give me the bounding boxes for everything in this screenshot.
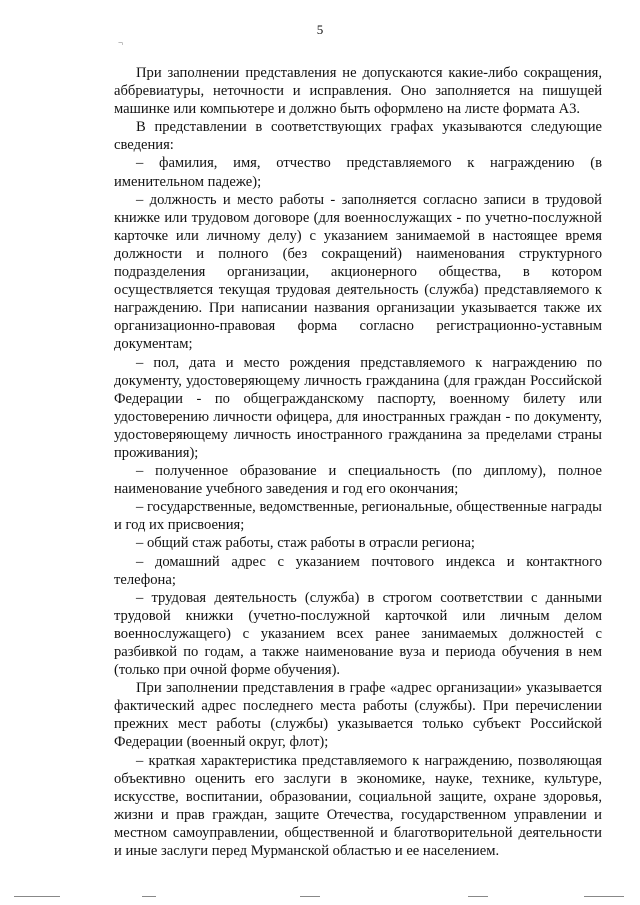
scan-mark: ¬	[118, 38, 124, 48]
scan-edge-line	[468, 896, 488, 897]
scan-edge-line	[300, 896, 320, 897]
paragraph-org-address: При заполнении представления в графе «адрес организации» указывается фактический адрес последнего места работы (службы). При перечислении прежних мест работы (службы) указывается только субъект Российской Федерации (военный округ, флот);	[114, 680, 602, 751]
paragraph-awards: – государственные, ведомственные, региональные, общественные награды и год их присвоения;	[114, 499, 602, 534]
scan-edge-line	[14, 896, 60, 897]
paragraph-position: – должность и место работы - заполняется согласно записи в трудовой книжке или трудовом договоре (для военнослужащих - по учетно-послужной карточке или личному делу) с указанием занимаемой в настоящее время должности и полного (без сокращений) наименования структурного подразделения организации, акционерного общества, в котором осуществляется текущая трудовая деятельность (служба) представляемого к награждению. При написании названия организации указывается также их организационно-правовая форма согласно регистрационно-уставным документам;	[114, 191, 602, 353]
page-number: 5	[316, 22, 324, 37]
paragraph-experience: – общий стаж работы, стаж работы в отрасли региона;	[136, 535, 475, 552]
document-body	[114, 64, 602, 860]
paragraph-address: – домашний адрес с указанием почтового индекса и контактного телефона;	[114, 553, 602, 588]
paragraph-education: – полученное образование и специальность (по диплому), полное наименование учебного заведения и год его окончания;	[114, 463, 602, 498]
paragraph-restrictions: При заполнении представления не допускаются какие-либо сокращения, аббревиатуры, неточности и исправления. Оно заполняется на пишущей машинке или компьютере и должно быть оформлено на листе формата А3.	[114, 65, 602, 118]
paragraph-employment: – трудовая деятельность (служба) в строгом соответствии с данными трудовой книжки (учетно-послужной карточкой или личным делом военнослужащего) с указанием всех ранее занимаемых должностей с разбивкой по годам, а также наименование вуза и периода обучения в нем (только при очной форме обучения).	[114, 589, 602, 679]
paragraph-intro: В представлении в соответствующих графах указываются следующие сведения:	[114, 119, 602, 154]
scan-edge-line	[142, 896, 156, 897]
paragraph-birth: – пол, дата и место рождения представляемого к награждению по документу, удостоверяющему личность гражданина (для граждан Российской Федерации - по общегражданскому паспорту, военному билету или удостоверению личности офицера, для иностранных граждан - по документу, удостоверяющему личность иностранного гражданина за пределами страны проживания);	[114, 354, 602, 461]
paragraph-characteristic: – краткая характеристика представляемого к награждению, позволяющая объективно оценить его заслуги в экономике, науке, технике, культуре, искусстве, воспитании, образовании, социальной защите, охране здоровья, жизни и прав граждан, защите Отечества, государственном управлении и местном самоуправлении, общественной и благотворительной деятельности и иные заслуги перед Мурманской областью и ее населением.	[114, 752, 602, 860]
scan-edge-line	[584, 896, 624, 897]
paragraph-name: – фамилия, имя, отчество представляемого к награждению (в именительном падеже);	[114, 155, 602, 190]
